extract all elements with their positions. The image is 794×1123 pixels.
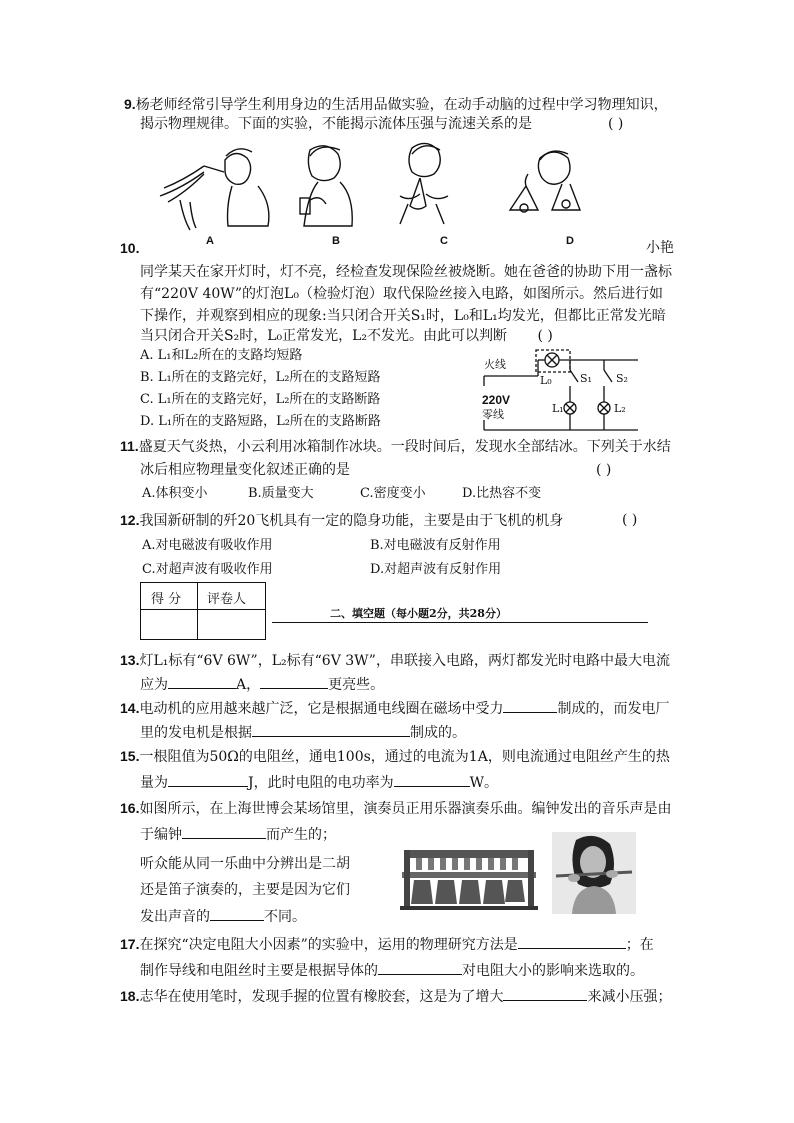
question-text: 不同。 [264, 909, 306, 925]
score-table-divider [197, 583, 198, 639]
question-text: 当只闭合开关S₂时，L₀正常发光，L₂不发光。由此可以判断 [140, 328, 508, 344]
q9-line2 [140, 114, 532, 134]
figure-c-illustration [400, 143, 448, 224]
switch-s1-label: S₁ [580, 372, 592, 385]
question-number: 12. [120, 512, 140, 528]
question-text: 量为 [140, 775, 168, 791]
q13-line1 [120, 650, 670, 671]
q9-line1 [124, 94, 668, 115]
score-table-divider [141, 609, 265, 610]
q11-line2: 冰后相应物理量变化叙述正确的是 [140, 462, 350, 478]
question-text: 对电阻大小的影响来选取的。 [462, 963, 644, 979]
q10-circuit-diagram [478, 346, 648, 434]
question-text: ；在 [625, 937, 654, 953]
q11-option-b: B.质量变大 [248, 486, 314, 501]
answer-blank[interactable] [182, 824, 266, 839]
question-text: 志华在使用笔时，发现手握的位置有橡胶套，这是为了增大 [139, 989, 504, 1005]
question-text: 杨老师经常引导学生利用身边的生活用品做实验，在动手动脑的过程中学习物理知识， [135, 97, 668, 113]
question-text: 应为 [140, 677, 168, 693]
q13-line2 [140, 674, 384, 695]
q18-line1 [120, 986, 671, 1007]
question-text: 我国新研制的歼20飞机具有一定的隐身功能，主要是由于飞机的机身 [139, 513, 564, 529]
question-text: 更亮些。 [328, 677, 385, 693]
q16-line2 [140, 824, 336, 845]
question-number: 10. [120, 240, 140, 256]
q10-line4: 下操作，并观察到相应的现象:当只闭合开关S₁时，L₀和L₁均发光，但都比正常发光暗 [140, 308, 666, 324]
q12-option-d: D.对超声波有反射作用 [370, 562, 502, 577]
q14-line2 [140, 722, 466, 743]
figure-label: D [566, 235, 574, 247]
q9-figures [150, 138, 620, 248]
q12-option-c: C.对超声波有吸收作用 [142, 562, 273, 577]
question-text: 揭示物理规律。下面的实验，不能揭示流体压强与流速关系的是 [140, 116, 532, 132]
q12-line1 [120, 510, 563, 531]
question-text: 制成的，而发电厂 [557, 701, 670, 717]
figure-d-illustration [510, 151, 580, 212]
section-title: 二、填空题（每小题2分，共28分） [330, 607, 507, 620]
lamp-l2-label: L₂ [614, 402, 626, 415]
q10-option-c: C. L₁所在的支路完好，L₂所在的支路断路 [140, 392, 381, 407]
q17-line1 [120, 934, 654, 955]
bianzhong-bells-photo [400, 844, 538, 914]
q16-line5 [140, 906, 306, 927]
answer-blank[interactable] [378, 960, 462, 975]
answer-blank[interactable] [394, 772, 470, 787]
q14-line1 [120, 698, 669, 719]
figure-label: A [206, 235, 214, 247]
q10-line3: 有“220V 40W”的灯泡L₀（检验灯泡）取代保险丝接入电路，如图所示。然后进行如 [140, 286, 663, 302]
question-text: 里的发电机是根据 [140, 725, 252, 741]
question-text: 来减小压强； [587, 989, 672, 1005]
question-number: 13. [120, 652, 140, 668]
q15-line1 [120, 746, 670, 767]
q10-option-b: B. L₁所在的支路完好，L₂所在的支路短路 [140, 370, 381, 385]
q10-line1 [120, 238, 139, 259]
question-number: 17. [120, 936, 140, 952]
answer-paren: ( ) [596, 462, 612, 478]
q11-line1 [120, 436, 671, 457]
figure-b-illustration [300, 146, 352, 226]
question-text: 盛夏天气炎热，小云利用冰箱制作冰块。一段时间后， [138, 439, 475, 455]
question-text: 灯L₁标有“6V 6W”，L₂标有“6V 3W”，串联接入电路，两灯都发光时电路中最大电流 [139, 653, 670, 669]
question-text: 发出声音的 [140, 909, 210, 925]
question-text: 制作导线和电阻丝时主要是根据导体的 [140, 963, 378, 979]
question-text: 发现水全部结冰。下列关于水结 [474, 439, 671, 455]
q10-option-d: D. L₁所在的支路短路，L₂所在的支路断路 [140, 414, 381, 429]
answer-paren: ( ) [537, 328, 553, 344]
score-label: 得 分 [151, 592, 182, 607]
question-number: 15. [120, 748, 140, 764]
answer-blank[interactable] [252, 722, 410, 737]
answer-blank[interactable] [503, 986, 587, 1001]
question-text: 如图所示，在上海世博会某场馆里，演奏员正用乐器演奏乐曲。编钟发出的音乐声是由 [139, 801, 672, 817]
flute-player-photo [552, 832, 636, 914]
question-number: 16. [120, 800, 140, 816]
q16-line3: 听众能从同一乐曲中分辨出是二胡 [140, 856, 350, 872]
q12-option-b: B.对电磁波有反射作用 [370, 538, 501, 553]
q11-option-a: A.体积变小 [142, 486, 208, 501]
question-text: J，此时电阻的电功率为 [248, 775, 394, 791]
question-text: 而产生的； [266, 827, 336, 843]
question-text: W。 [469, 775, 499, 791]
question-text: 在探究“决定电阻大小因素”的实验中，运用的物理研究方法是 [139, 937, 518, 953]
figure-a-illustration [160, 149, 269, 230]
answer-blank[interactable] [168, 674, 236, 689]
figure-label: C [440, 235, 448, 247]
question-number: 9. [124, 96, 136, 112]
q10-tail: 小艳 [646, 240, 674, 256]
q10-option-a: A. L₁和L₂所在的支路均短路 [140, 348, 303, 363]
q10-line5 [140, 326, 553, 346]
q17-line2 [140, 960, 644, 981]
q16-line4: 还是笛子演奏的，主要是因为它们 [140, 882, 350, 898]
question-number: 14. [120, 700, 140, 716]
question-text: 电动机的应用越来越广泛，它是根据通电线圈在磁场中受力 [139, 701, 504, 717]
question-text: A， [236, 677, 261, 693]
voltage-label: 220V [482, 393, 511, 407]
question-text: 于编钟 [140, 827, 182, 843]
neutral-wire-label: 零线 [482, 408, 504, 421]
q15-line2 [140, 772, 498, 793]
switch-s2-label: S₂ [616, 372, 628, 385]
question-text: 一根阻值为50Ω的电阻丝，通电100s，通过的电流为1A，则电流通过电阻丝产生的热 [139, 749, 670, 765]
lamp-l0-label: L₀ [540, 374, 552, 387]
live-wire-label: 火线 [484, 358, 506, 371]
question-text: 制成的。 [410, 725, 466, 741]
answer-blank[interactable] [168, 772, 248, 787]
answer-paren: ( ) [608, 116, 624, 132]
q11-option-c: C.密度变小 [360, 486, 426, 501]
question-number: 18. [120, 988, 140, 1004]
lamp-l1-label: L₁ [552, 402, 564, 415]
score-table [140, 582, 266, 640]
grader-label: 评卷人 [207, 592, 247, 607]
question-number: 11. [120, 438, 139, 454]
q12-option-a: A.对电磁波有吸收作用 [142, 538, 273, 553]
answer-blank[interactable] [260, 674, 328, 689]
q10-line2: 同学某天在家开灯时，灯不亮，经检查发现保险丝被烧断。她在爸爸的协助下用一盏标 [140, 264, 672, 280]
answer-blank[interactable] [518, 934, 626, 949]
q16-line1 [120, 798, 671, 819]
answer-paren: ( ) [622, 512, 638, 528]
figure-label: B [332, 235, 340, 247]
q11-option-d: D.比热容不变 [462, 486, 542, 501]
answer-blank[interactable] [210, 906, 264, 921]
answer-blank[interactable] [503, 698, 557, 713]
